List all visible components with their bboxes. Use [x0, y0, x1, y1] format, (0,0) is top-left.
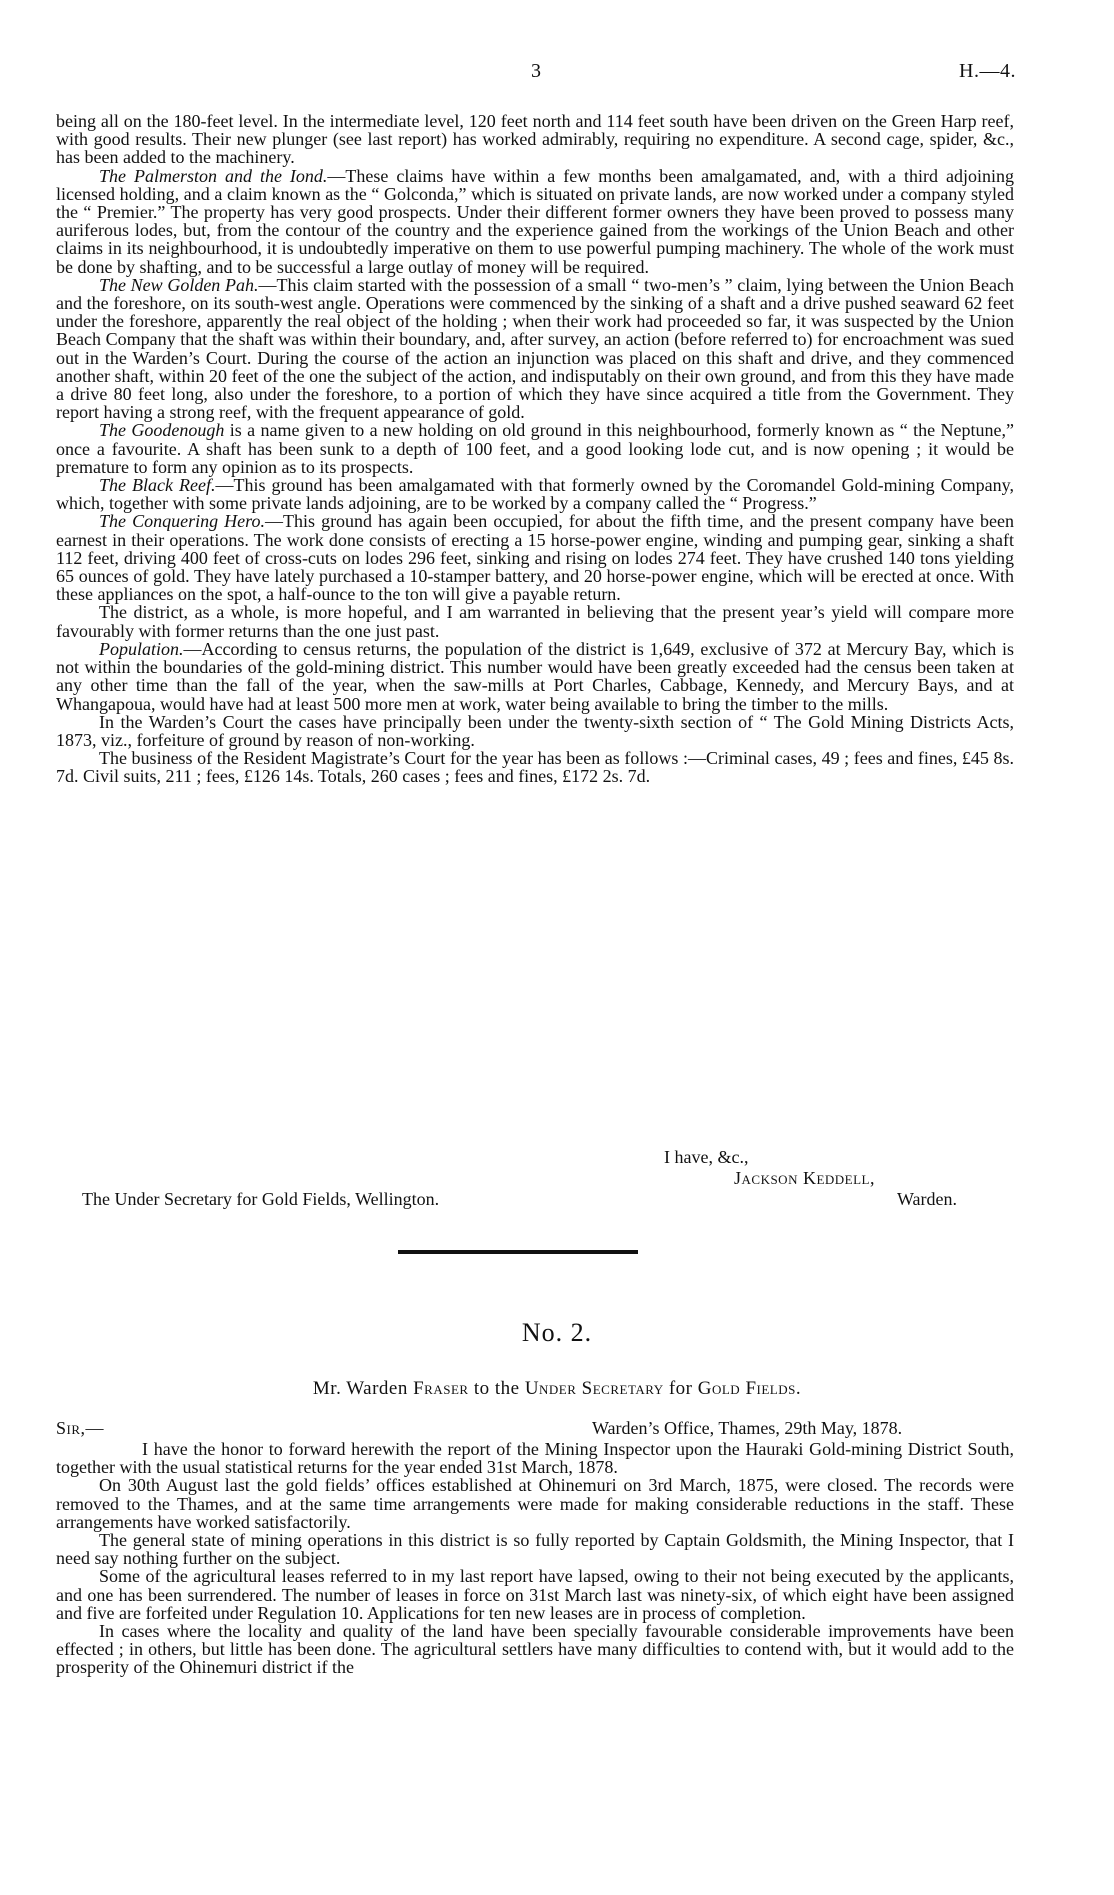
closing-phrase: I have, &c., — [664, 1147, 749, 1167]
paragraph-wardens-court: In the Warden’s Court the cases have principally been under the twenty-sixth section of “ The Gold Mining Districts Acts, 1873, viz., forfeiture of ground by reason of non-working. — [56, 711, 1014, 750]
paragraph-improvements: In cases where the locality and quality of the land have been specially favourable considerable improvements have been effected ; in others, but little has been done. The agricultural settlers have many difficulties to contend with, but it would add to the prosperity of the Ohinemuri district if the — [56, 1621, 1014, 1678]
paragraph-goodenough: The Goodenough is a name given to a new holding on old ground in this neighbourhood, formerly known as “ the Neptune,” once a favourite. A shaft has been sunk to a depth of 100 feet, and a good looking lode cut, and is now opening ; it would be premature to form any opinion as to its prospects. — [56, 420, 1014, 477]
addressee: The Under Secretary for Gold Fields, Wellington. — [82, 1189, 440, 1209]
sender-name: Fraser — [413, 1378, 469, 1399]
paragraph-population: Population.—According to census returns, the population of the district is 1,649, exclusive of 372 at Mercury Bay, which is not within the boundaries of the gold-mining district. This number would have been greatly exceeded had the census been taken at any other time than the fall of the year, when the saw-mills at Port Charles, Cabbage, Kennedy, and Mercury Bays, and at Whangapoua, would have had at least 500 more men at work, water being available to bring the timber to the mills. — [56, 638, 1014, 714]
department-name: Gold Fields — [697, 1378, 796, 1399]
section-divider — [398, 1250, 638, 1254]
section-title-population: Population. — [99, 638, 184, 659]
paragraph-mining-state: The general state of mining operations in this district is so fully reported by Captain Goldsmith, the Mining Inspector, that I need say nothing further on the subject. — [56, 1530, 1014, 1569]
document-reference: H.—4. — [959, 60, 1016, 82]
signatory-name: Jackson Keddell, — [734, 1168, 875, 1188]
claim-title-goodenough: The Goodenough — [99, 420, 225, 441]
letter-body — [56, 1440, 1014, 1677]
claim-title-conquering-hero: The Conquering Hero. — [99, 511, 265, 532]
running-header — [56, 60, 1016, 88]
paragraph-palmerston: The Palmerston and the Iond.—These claims have within a few months been amalgamated, and, with a third adjoining licensed holding, and a claim known as the “ Golconda,” which is situated on private lands, are now worked under a company styled the “ Premier.” The property has very good prospects. Under their different former owners they have been proved to possess many auriferous lodes, but, from the contour of the country and the experience gained from the workings of the Union Beach and other claims in its neighbourhood, it is undoubtedly imperative on them to use powerful pumping machinery. The whole of the work must be done by shafting, and to be successful a large outlay of money will be required. — [56, 165, 1014, 277]
page-number: 3 — [531, 60, 541, 82]
paragraph-agricultural-leases: Some of the agricultural leases referred to in my last report have lapsed, owing to their not being executed by the applicants, and one has been surrendered. The number of leases in force on 31st March last was ninety-six, of which eight have been assigned and five are forfeited under Regulation 10. Applications for ten new leases are in process of completion. — [56, 1566, 1014, 1623]
paragraph-forwarding: I have the honor to forward herewith the report of the Mining Inspector upon the Hauraki Gold-mining District South, together with the usual statistical returns for the year ended 31st March, 1878. — [56, 1439, 1014, 1478]
paragraph-new-golden-pah: The New Golden Pah.—This claim started with the possession of a small “ two-men’s ” claim, lying between the Union Beach and the foreshore, on its south-west angle. Operations were commenced by the sinking of a shaft and a drive pushed seaward 62 feet under the foreshore, apparently the real object of the holding ; when their work had proceeded so far, it was suspected by the Union Beach Company that the shaft was within their boundary, and, after survey, an action (before referred to) for encroachment was sued out in the Warden’s Court. During the course of the action an injunction was placed on this shaft and drive, and they commenced another shaft, within 20 feet of the one the subject of the action, and indisputably on their own ground, and from this they have made a drive 80 feet long, also under the foreshore, to a portion of which they have since acquired a title from the Government. They report having a strong reef, with the frequent appearance of gold. — [56, 274, 1014, 423]
claim-title-new-golden-pah: The New Golden Pah. — [99, 274, 259, 295]
letter-number-heading: No. 2. — [521, 1318, 593, 1347]
claim-title-palmerston: The Palmerston and the Iond. — [99, 165, 328, 186]
paragraph-offices-closed: On 30th August last the gold fields’ offices established at Ohinemuri on 3rd March, 1875, were closed. The records were removed to the Thames, and at the same time arrangements were made for making considerable reductions in the staff. These arrangements have worked satisfactorily. — [56, 1475, 1014, 1532]
dateline: Warden’s Office, Thames, 29th May, 1878. — [592, 1418, 903, 1438]
paragraph-district-outlook: The district, as a whole, is more hopeful, and I am warranted in believing that the present year’s yield will compare more favourably with former returns than the one just past. — [56, 602, 1014, 641]
paragraph-magistrates-court: The business of the Resident Magistrate’s Court for the year has been as follows :—Criminal cases, 49 ; fees and fines, £45 8s. 7d. Civil suits, 211 ; fees, £126 14s. Totals, 260 cases ; fees and fines, £172 2s. 7d. — [56, 748, 1014, 787]
paragraph-black-reef: The Black Reef.—This ground has been amalgamated with that formerly owned by the Coromandel Gold-mining Company, which, together with some private lands adjoining, are to be worked by a company called the “ Progress.” — [56, 475, 1014, 514]
claim-title-black-reef: The Black Reef. — [99, 475, 216, 496]
report-continuation — [56, 112, 1014, 786]
paragraph-conquering-hero: The Conquering Hero.—This ground has again been occupied, for about the fifth time, and the present company have been earnest in their operations. The work done consists of erecting a 15 horse-power engine, winding and pumping gear, sinking a shaft 112 feet, driving 400 feet of cross-cuts on lodes 296 feet, sinking and rising on lodes 274 feet. They have crushed 140 tons yielding 65 ounces of gold. They have lately purchased a 10-stamper battery, and 20 horse-power engine, which will be erected at once. With these appliances on the spot, a half-ounce to the ton will give a payable return. — [56, 511, 1014, 605]
letter-title: Mr. Warden Fraser to the Under Secretary for Gold Fields. — [312, 1378, 802, 1399]
salutation: Sir,— — [56, 1418, 105, 1438]
paragraph-machinery: being all on the 180-feet level. In the intermediate level, 120 feet north and 114 feet south have been driven on the Green Harp reef, with good results. Their new plunger (see last report) has worked admirably, requiring no expenditure. A second cage, spider, &c., has been added to the machinery. — [56, 111, 1014, 168]
signatory-title: Warden. — [897, 1189, 958, 1209]
recipient-title: Under Secretary — [524, 1378, 664, 1399]
